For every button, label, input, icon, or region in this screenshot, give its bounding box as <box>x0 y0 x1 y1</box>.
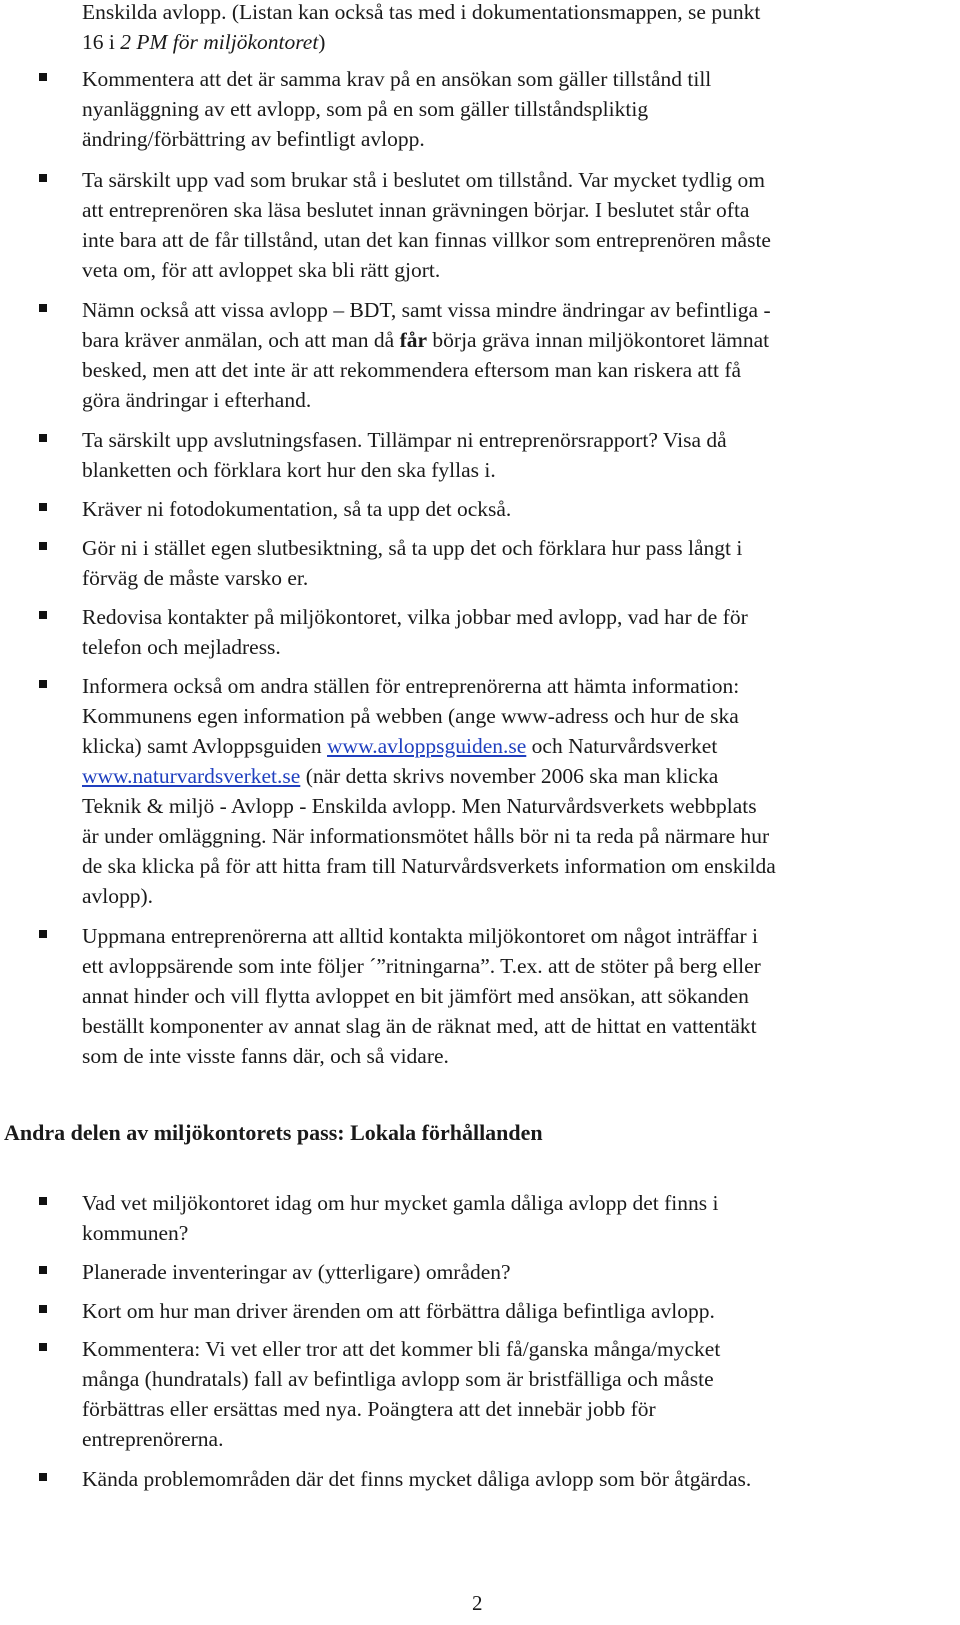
bullet-line: Nämn också att vissa avlopp – BDT, samt vissa mindre ändringar av befintliga - <box>82 298 771 322</box>
bullet-square-icon <box>39 73 47 81</box>
bullet-line: Ta särskilt upp avslutningsfasen. Tillämpar ni entreprenörsrapport? Visa då <box>82 428 727 452</box>
bullet-line: förväg de måste varsko er. <box>82 566 309 590</box>
bullet-line: blanketten och förklara kort hur den ska fyllas i. <box>82 458 496 482</box>
bullet-line: telefon och mejladress. <box>82 635 281 659</box>
bullet-line: entreprenörerna. <box>82 1427 224 1451</box>
intro-text: 16 i <box>82 30 121 54</box>
bullet-line: inte bara att de får tillstånd, utan det kan finnas villkor som entreprenören måste <box>82 228 771 252</box>
bullet-square-icon <box>39 1305 47 1313</box>
bullet-square-icon <box>39 1197 47 1205</box>
bullet-line: kommunen? <box>82 1221 189 1245</box>
bullet-text: börja gräva innan miljökontoret lämnat <box>427 328 770 352</box>
bullet-line: många (hundratals) fall av befintliga avlopp som är bristfälliga och måste <box>82 1367 714 1391</box>
bullet-line: Kort om hur man driver ärenden om att förbättra dåliga befintliga avlopp. <box>82 1299 715 1323</box>
bullet-line: Redovisa kontakter på miljökontoret, vilka jobbar med avlopp, vad har de för <box>82 605 748 629</box>
intro-line <box>82 0 760 27</box>
intro-text: ) <box>318 30 326 54</box>
bullet-square-icon <box>39 611 47 619</box>
bullet-line <box>82 731 717 761</box>
intro-italic-reference: 2 PM för miljökontoret <box>120 30 319 54</box>
bullet-line: Gör ni i stället egen slutbesiktning, så ta upp det och förklara hur pass långt i <box>82 536 743 560</box>
intro-text: Enskilda avlopp. <box>82 0 227 24</box>
bullet-line: veta om, för att avloppet ska bli rätt gjort. <box>82 258 441 282</box>
bullet-line: Kommentera att det är samma krav på en ansökan som gäller tillstånd till <box>82 67 712 91</box>
bullet-line: Kommunens egen information på webben (ange www-adress och hur de ska <box>82 704 739 728</box>
bullet-square-icon <box>39 304 47 312</box>
bullet-text: klicka) samt Avloppsguiden <box>82 734 328 758</box>
bullet-line: Planerade inventeringar av (ytterligare) områden? <box>82 1260 511 1284</box>
bullet-line: Kända problemområden där det finns mycket dåliga avlopp som bör åtgärdas. <box>82 1467 752 1491</box>
bullet-line: nyanläggning av ett avlopp, som på en som gäller tillståndspliktig <box>82 97 649 121</box>
bullet-line: att entreprenören ska läsa beslutet innan grävningen börjar. I beslutet står ofta <box>82 198 750 222</box>
bullet-line: förbättras eller ersättas med nya. Poängtera att det innebär jobb för <box>82 1397 656 1421</box>
bullet-square-icon <box>39 1343 47 1351</box>
bullet-line: Ta särskilt upp vad som brukar stå i beslutet om tillstånd. Var mycket tydlig om <box>82 168 766 192</box>
bullet-square-icon <box>39 503 47 511</box>
bullet-line: avlopp). <box>82 884 154 908</box>
bullet-line: de ska klicka på för att hitta fram till Naturvårdsverkets information om enskilda <box>82 854 776 878</box>
bullet-square-icon <box>39 1266 47 1274</box>
bullet-line: ett avloppsärende som inte följer ´”ritningarna”. T.ex. att de stöter på berg eller <box>82 954 761 978</box>
bullet-text: och Naturvårdsverket <box>526 734 718 758</box>
bullet-square-icon <box>39 1473 47 1481</box>
bullet-line <box>82 761 718 791</box>
bullet-line: besked, men att det inte är att rekommendera eftersom man kan riskera att få <box>82 358 742 382</box>
bullet-line: beställt komponenter av annat slag än de räknat med, att de hittat en vattentäkt <box>82 1014 757 1038</box>
bullet-line: Informera också om andra ställen för entreprenörerna att hämta information: <box>82 674 740 698</box>
bullet-line: Kräver ni fotodokumentation, så ta upp det också. <box>82 497 512 521</box>
intro-line <box>82 27 325 57</box>
bullet-line <box>82 325 769 355</box>
bullet-line: är under omläggning. När informationsmötet hålls bör ni ta reda på närmare hur <box>82 824 770 848</box>
bold-emphasis: får <box>399 328 428 352</box>
bullet-text: bara kräver anmälan, och att man då <box>82 328 400 352</box>
bullet-line: Kommentera: Vi vet eller tror att det kommer bli få/ganska många/mycket <box>82 1337 721 1361</box>
avloppsguiden-link[interactable]: www.avloppsguiden.se <box>327 734 527 758</box>
section-heading: Andra delen av miljökontorets pass: Lokala förhållanden <box>4 1120 543 1145</box>
bullet-square-icon <box>39 434 47 442</box>
bullet-text: (när detta skrivs november 2006 ska man klicka <box>300 764 719 788</box>
bullet-line: Teknik & miljö - Avlopp - Enskilda avlopp. Men Naturvårdsverkets webbplats <box>82 794 757 818</box>
bullet-line: annat hinder och vill flytta avloppet en bit jämfört med ansökan, att sökanden <box>82 984 749 1008</box>
bullet-line: som de inte visste fanns där, och så vidare. <box>82 1044 449 1068</box>
naturvardsverket-link[interactable]: www.naturvardsverket.se <box>82 764 301 788</box>
bullet-square-icon <box>39 930 47 938</box>
bullet-line: göra ändringar i efterhand. <box>82 388 312 412</box>
bullet-line: Vad vet miljökontoret idag om hur mycket gamla dåliga avlopp det finns i <box>82 1191 719 1215</box>
bullet-square-icon <box>39 680 47 688</box>
bullet-line: Uppmana entreprenörerna att alltid kontakta miljökontoret om något inträffar i <box>82 924 759 948</box>
intro-text: (Listan kan också tas med i dokumentationsmappen, se punkt <box>231 0 761 24</box>
page-number: 2 <box>472 1591 483 1615</box>
bullet-square-icon <box>39 542 47 550</box>
bullet-square-icon <box>39 174 47 182</box>
bullet-line: ändring/förbättring av befintligt avlopp. <box>82 127 425 151</box>
